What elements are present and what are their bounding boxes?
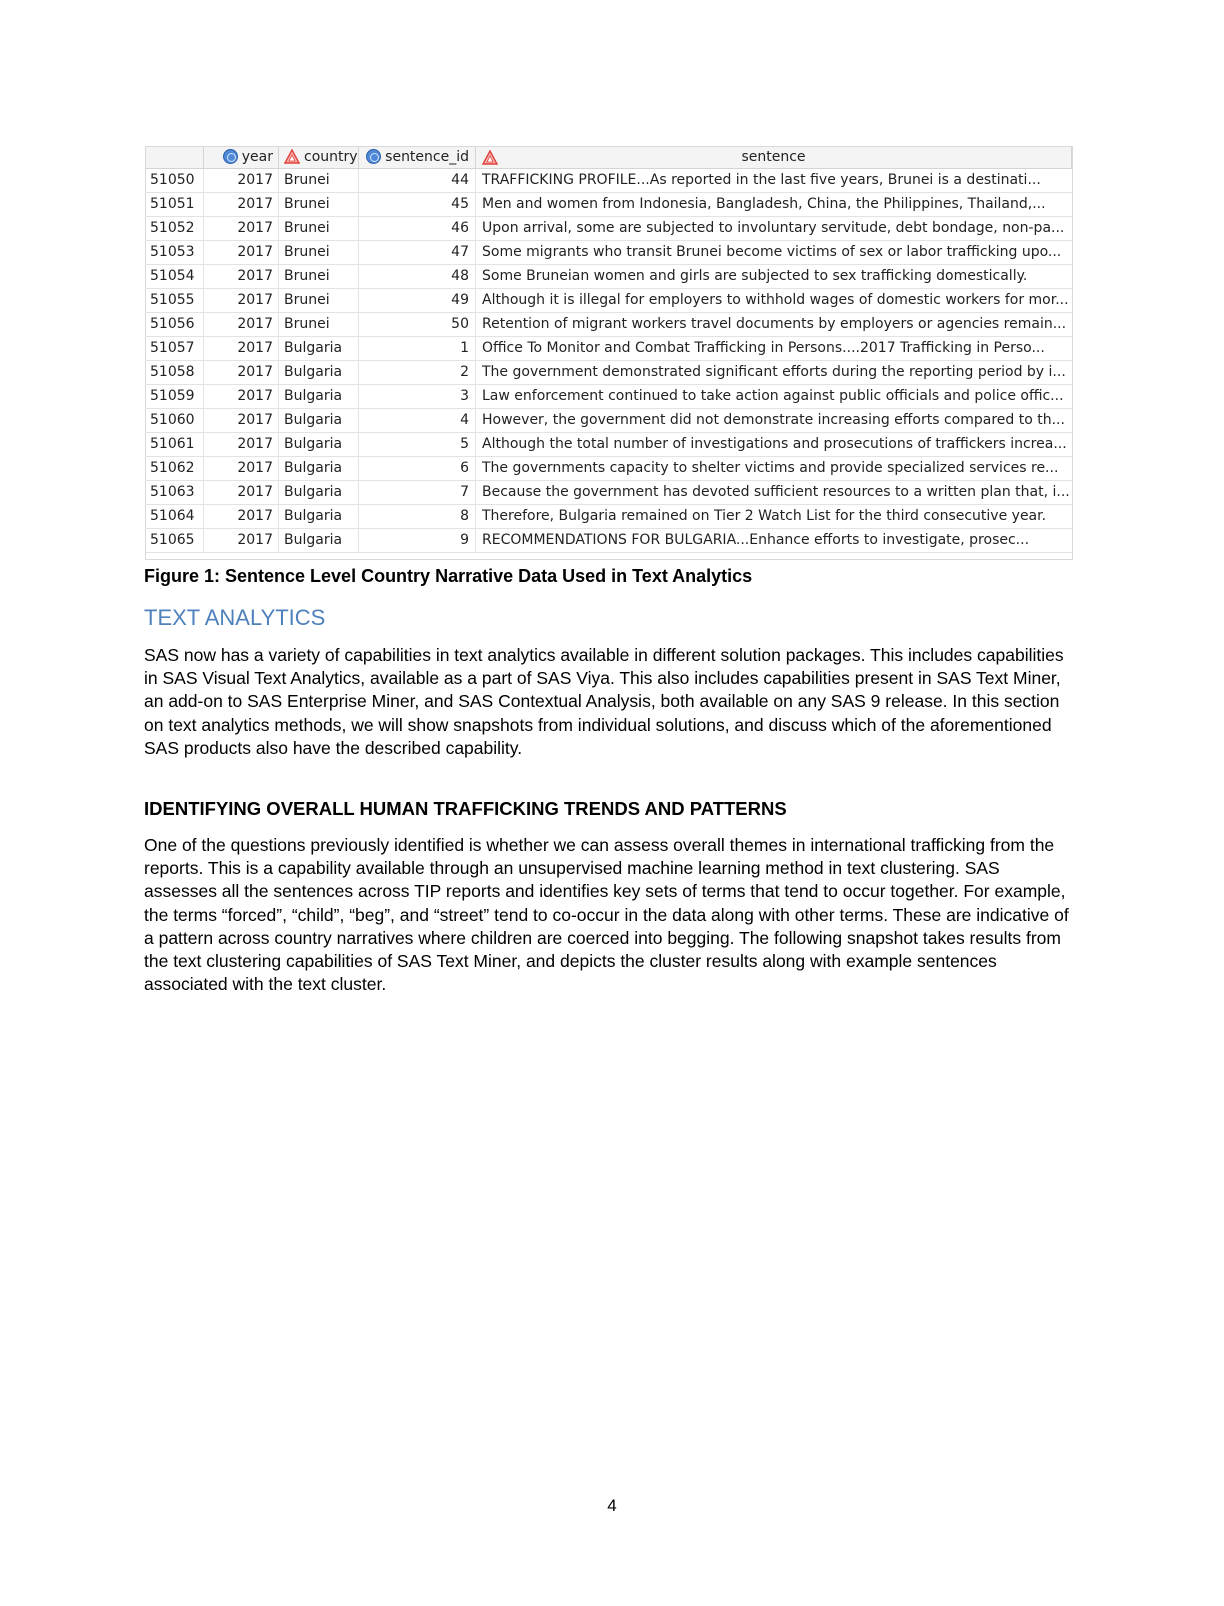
cell-year[interactable]: 2017 xyxy=(204,193,279,216)
cell-sentence-id[interactable]: 49 xyxy=(359,289,476,312)
header-sentence-id[interactable] xyxy=(359,147,476,168)
cell-sentence[interactable]: Although it is illegal for employers to withhold wages of domestic workers for mor... xyxy=(482,292,1069,308)
cell-sentence-id[interactable]: 8 xyxy=(359,505,476,528)
cell-country[interactable]: Brunei xyxy=(279,169,359,192)
cell-year[interactable]: 2017 xyxy=(204,289,279,312)
table-body xyxy=(146,169,1072,553)
cell-obs[interactable]: 51058 xyxy=(146,361,204,384)
table-row[interactable] xyxy=(146,529,1072,553)
cell-obs[interactable]: 51053 xyxy=(146,241,204,264)
numeric-column-icon xyxy=(223,149,238,164)
cell-country[interactable]: Brunei xyxy=(279,217,359,240)
page-number: 4 xyxy=(607,1496,617,1515)
header-country-label: country xyxy=(304,149,358,165)
cell-sentence[interactable]: Some Bruneian women and girls are subjected to sex trafficking domestically. xyxy=(482,268,1028,284)
table-row[interactable] xyxy=(146,193,1072,217)
table-row[interactable] xyxy=(146,385,1072,409)
table-row[interactable] xyxy=(146,409,1072,433)
cell-year[interactable]: 2017 xyxy=(204,241,279,264)
table-row[interactable] xyxy=(146,433,1072,457)
cell-obs[interactable]: 51063 xyxy=(146,481,204,504)
cell-obs[interactable]: 51062 xyxy=(146,457,204,480)
cell-sentence[interactable]: Law enforcement continued to take action against public officials and police offic... xyxy=(482,388,1064,404)
cell-year[interactable]: 2017 xyxy=(204,409,279,432)
table-row[interactable] xyxy=(146,337,1072,361)
table-row[interactable] xyxy=(146,169,1072,193)
cell-country[interactable]: Brunei xyxy=(279,265,359,288)
cell-sentence[interactable]: Retention of migrant workers travel documents by employers or agencies remain... xyxy=(482,316,1067,332)
cell-sentence[interactable]: Therefore, Bulgaria remained on Tier 2 Watch List for the third consecutive year. xyxy=(482,508,1047,524)
cell-obs[interactable]: 51065 xyxy=(146,529,204,552)
header-sentence[interactable] xyxy=(476,147,1072,168)
section-heading: TEXT ANALYTICS xyxy=(144,605,326,630)
cell-sentence-id[interactable]: 4 xyxy=(359,409,476,432)
cell-country[interactable]: Bulgaria xyxy=(279,481,359,504)
cell-obs[interactable]: 51059 xyxy=(146,385,204,408)
cell-sentence-id[interactable]: 45 xyxy=(359,193,476,216)
data-table xyxy=(145,146,1073,560)
cell-sentence-id[interactable]: 6 xyxy=(359,457,476,480)
character-column-icon xyxy=(482,150,498,165)
cell-sentence[interactable]: RECOMMENDATIONS FOR BULGARIA...Enhance efforts to investigate, prosec... xyxy=(482,532,1030,548)
cell-sentence-id[interactable]: 44 xyxy=(359,169,476,192)
cell-sentence-id[interactable]: 3 xyxy=(359,385,476,408)
cell-obs[interactable]: 51057 xyxy=(146,337,204,360)
header-sentence-label: sentence xyxy=(741,149,806,165)
cell-sentence[interactable]: TRAFFICKING PROFILE...As reported in the last five years, Brunei is a destinati... xyxy=(482,172,1041,188)
cell-country[interactable]: Bulgaria xyxy=(279,505,359,528)
cell-country[interactable]: Bulgaria xyxy=(279,361,359,384)
cell-country[interactable]: Bulgaria xyxy=(279,529,359,552)
cell-year[interactable]: 2017 xyxy=(204,337,279,360)
numeric-column-icon xyxy=(366,149,381,164)
table-header-row xyxy=(146,147,1072,169)
cell-sentence-id[interactable]: 46 xyxy=(359,217,476,240)
cell-year[interactable]: 2017 xyxy=(204,433,279,456)
cell-sentence[interactable]: Office To Monitor and Combat Trafficking in Persons....2017 Trafficking in Perso... xyxy=(482,340,1045,356)
table-row[interactable] xyxy=(146,481,1072,505)
cell-sentence-id[interactable]: 48 xyxy=(359,265,476,288)
cell-sentence[interactable]: The government demonstrated significant efforts during the reporting period by i... xyxy=(482,364,1066,380)
cell-sentence[interactable]: However, the government did not demonstrate increasing efforts compared to th... xyxy=(482,412,1065,428)
cell-year[interactable]: 2017 xyxy=(204,313,279,336)
cell-sentence-id[interactable]: 9 xyxy=(359,529,476,552)
cell-obs[interactable]: 51056 xyxy=(146,313,204,336)
cell-obs[interactable]: 51050 xyxy=(146,169,204,192)
subheading-trends: IDENTIFYING OVERALL HUMAN TRAFFICKING TRENDS AND PATTERNS xyxy=(144,798,787,819)
table-row[interactable] xyxy=(146,241,1072,265)
cell-country[interactable]: Brunei xyxy=(279,289,359,312)
cell-country[interactable]: Brunei xyxy=(279,241,359,264)
cell-sentence[interactable]: The governments capacity to shelter victims and provide specialized services re... xyxy=(482,460,1059,476)
cell-country[interactable]: Bulgaria xyxy=(279,385,359,408)
cell-obs[interactable]: 51052 xyxy=(146,217,204,240)
header-sentence-id-label: sentence_id xyxy=(385,149,469,165)
cell-country[interactable]: Bulgaria xyxy=(279,433,359,456)
table-row[interactable] xyxy=(146,457,1072,481)
paragraph-trends: One of the questions previously identified is whether we can assess overall themes in international trafficking from the reports. This is a capability available through an unsupervised machine learning method in text clustering. SAS assesses all the sentences across TIP reports and identifies key sets of terms that tend to occur together. For example, the terms “forced”, “child”, “beg”, and “street” tend to co-occur in the data along with other terms. These are indicative of a pattern across country narratives where children are coerced into begging. The following snapshot takes results from the text clustering capabilities of SAS Text Miner, and depicts the cluster results along with example sentences associated with the text cluster. xyxy=(144,835,1069,995)
cell-country[interactable]: Bulgaria xyxy=(279,337,359,360)
cell-year[interactable]: 2017 xyxy=(204,385,279,408)
cell-obs[interactable]: 51061 xyxy=(146,433,204,456)
header-country[interactable] xyxy=(279,147,359,168)
table-row[interactable] xyxy=(146,313,1072,337)
paragraph-text-analytics: SAS now has a variety of capabilities in text analytics available in different solution packages. This includes capabilities in SAS Visual Text Analytics, available as a part of SAS Viya. This also includes capabilities present in SAS Text Miner, an add-on to SAS Enterprise Miner, and SAS Contextual Analysis, both available on any SAS 9 release. In this section on text analytics methods, we will show snapshots from individual solutions, and discuss which of the aforementioned SAS products also have the described capability. xyxy=(144,645,1064,758)
character-column-icon xyxy=(284,149,300,164)
cell-obs[interactable]: 51055 xyxy=(146,289,204,312)
cell-sentence[interactable]: Some migrants who transit Brunei become victims of sex or labor trafficking upo... xyxy=(482,244,1062,260)
cell-obs[interactable]: 51051 xyxy=(146,193,204,216)
header-year[interactable] xyxy=(204,147,279,168)
cell-year[interactable]: 2017 xyxy=(204,457,279,480)
cell-obs[interactable]: 51060 xyxy=(146,409,204,432)
table-row[interactable] xyxy=(146,265,1072,289)
cell-year[interactable]: 2017 xyxy=(204,217,279,240)
cell-sentence-id[interactable]: 7 xyxy=(359,481,476,504)
cell-sentence-id[interactable]: 5 xyxy=(359,433,476,456)
table-row[interactable] xyxy=(146,505,1072,529)
cell-country[interactable]: Brunei xyxy=(279,313,359,336)
cell-year[interactable]: 2017 xyxy=(204,265,279,288)
cell-country[interactable]: Bulgaria xyxy=(279,457,359,480)
cell-year[interactable]: 2017 xyxy=(204,529,279,552)
cell-year[interactable]: 2017 xyxy=(204,505,279,528)
cell-sentence[interactable]: Because the government has devoted sufficient resources to a written plan that, i... xyxy=(482,484,1070,500)
cell-year[interactable]: 2017 xyxy=(204,481,279,504)
cell-sentence[interactable]: Men and women from Indonesia, Bangladesh, China, the Philippines, Thailand,... xyxy=(482,196,1046,212)
cell-sentence-id[interactable]: 47 xyxy=(359,241,476,264)
cell-country[interactable]: Bulgaria xyxy=(279,409,359,432)
figure-caption: Figure 1: Sentence Level Country Narrative Data Used in Text Analytics xyxy=(144,566,753,586)
table-row[interactable] xyxy=(146,361,1072,385)
cell-year[interactable]: 2017 xyxy=(204,169,279,192)
cell-sentence-id[interactable]: 1 xyxy=(359,337,476,360)
cell-obs[interactable]: 51054 xyxy=(146,265,204,288)
cell-obs[interactable]: 51064 xyxy=(146,505,204,528)
cell-country[interactable]: Brunei xyxy=(279,193,359,216)
header-obs xyxy=(146,147,204,168)
cell-sentence[interactable]: Although the total number of investigations and prosecutions of traffickers increa... xyxy=(482,436,1067,452)
cell-year[interactable]: 2017 xyxy=(204,361,279,384)
cell-sentence-id[interactable]: 50 xyxy=(359,313,476,336)
cell-sentence[interactable]: Upon arrival, some are subjected to involuntary servitude, debt bondage, non-pa... xyxy=(482,220,1065,236)
header-year-label: year xyxy=(241,149,273,165)
cell-sentence-id[interactable]: 2 xyxy=(359,361,476,384)
table-row[interactable] xyxy=(146,217,1072,241)
table-row[interactable] xyxy=(146,289,1072,313)
